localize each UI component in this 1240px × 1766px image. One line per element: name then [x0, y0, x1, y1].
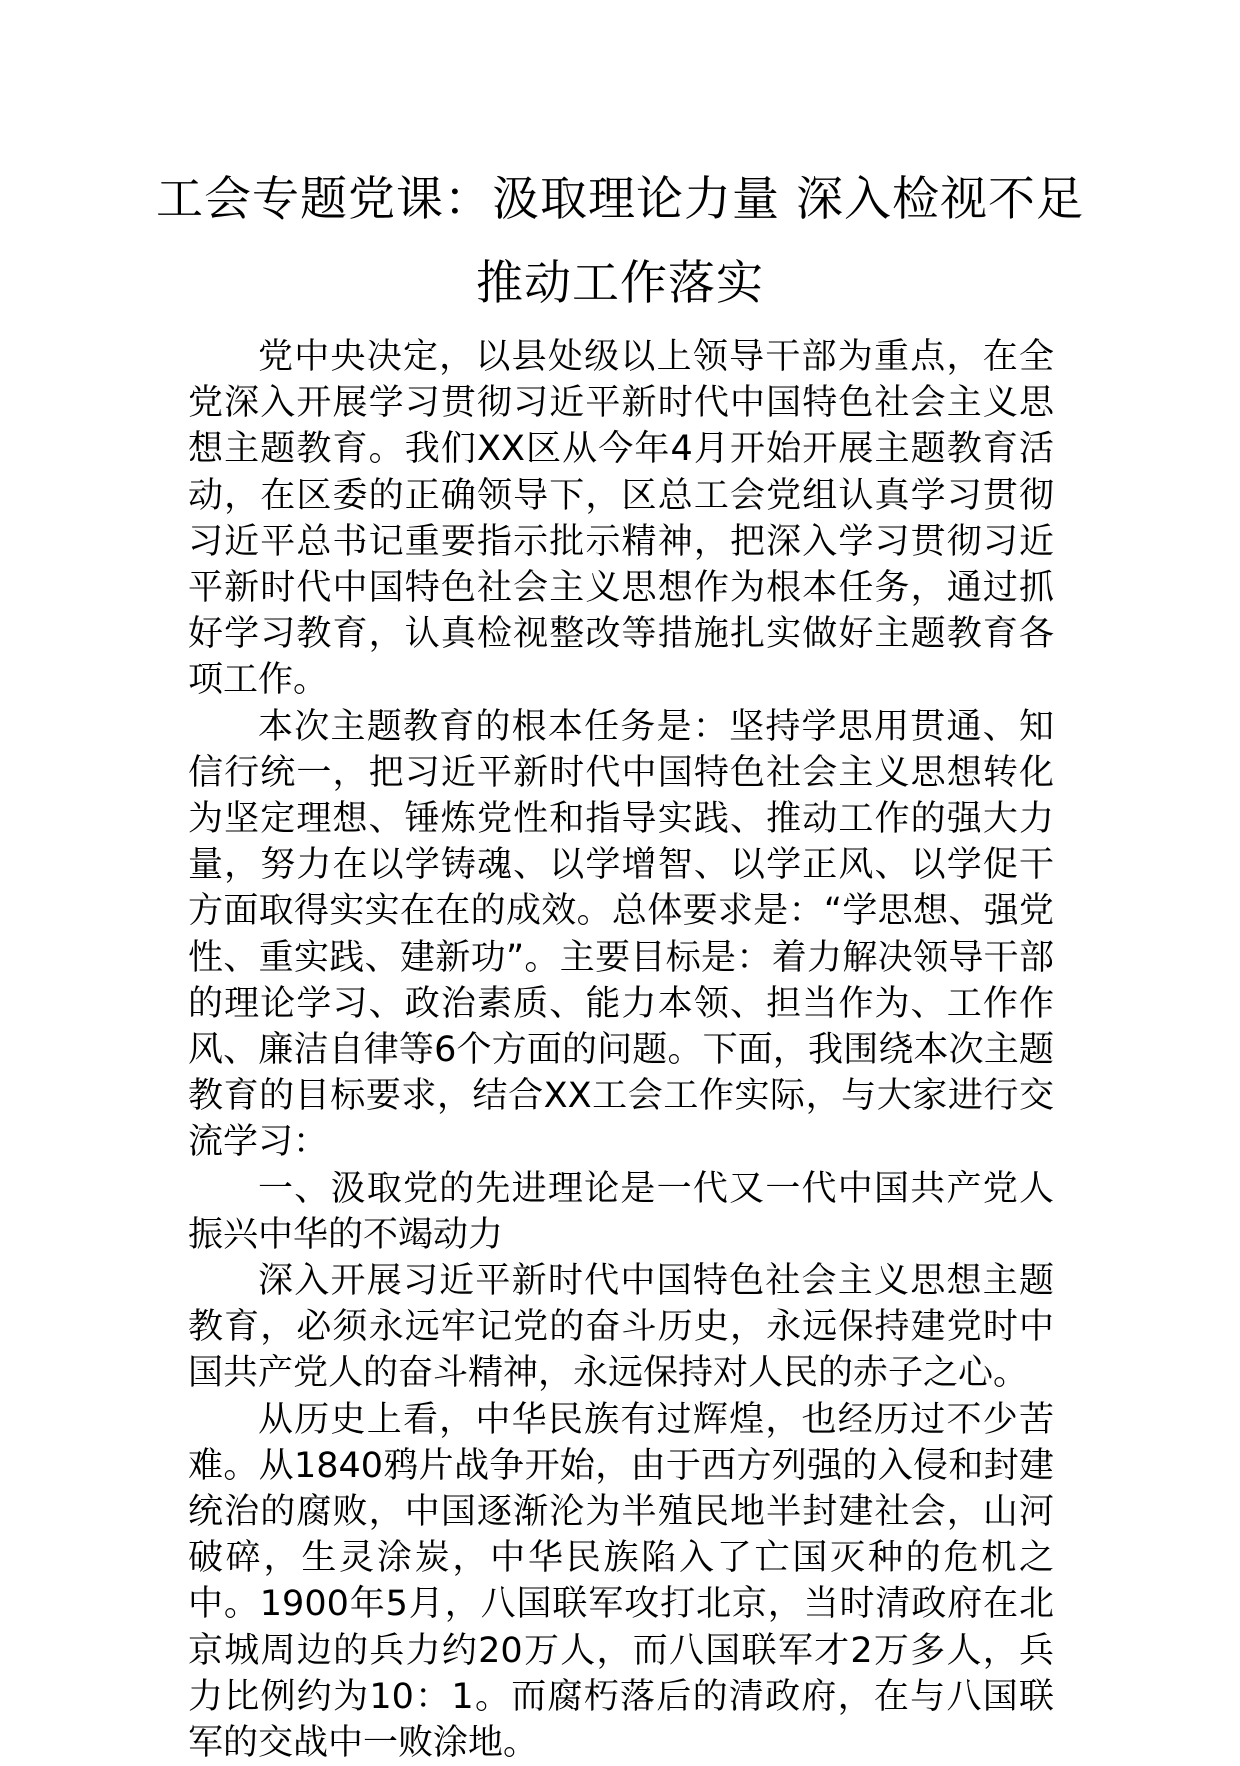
- paragraph-history: 从历史上看，中华民族有过辉煌，也经历过不少苦难。从1840鸦片战争开始，由于西方列强的入侵和封建统治的腐败，中国逐渐沦为半殖民地半封建社会，山河破碎，生灵涂炭，中华民族陷入了亡国灭种的危机之中。1900年5月，八国联军攻打北京，当时清政府在北京城周边的兵力约20万人，而八国联军才2万多人，兵力比例约为10：1。而腐朽落后的清政府，在与八国联军的交战中一败涂地。: [188, 1399, 1054, 1764]
- paragraph-task: 本次主题教育的根本任务是：坚持学思用贯通、知信行统一，把习近平新时代中国特色社会主义思想转化为坚定理想、锤炼党性和指导实践、推动工作的强大力量，努力在以学铸魂、以学增智、以学正风、以学促干方面取得实实在在的成效。总体要求是：“学思想、强党性、重实践、建新功”。主要目标是：着力解决领导干部的理论学习、政治素质、能力本领、担当作为、工作作风、廉洁自律等6个方面的问题。下面，我围绕本次主题教育的目标要求，结合XX工会工作实际，与大家进行交流学习：: [188, 706, 1054, 1163]
- document-body: [188, 334, 1054, 1766]
- paragraph-intro: 党中央决定，以县处级以上领导干部为重点，在全党深入开展学习贯彻习近平新时代中国特色社会主义思想主题教育。我们XX区从今年4月开始开展主题教育活动，在区委的正确领导下，区总工会党组认真学习贯彻习近平总书记重要指示批示精神，把深入学习贯彻习近平新时代中国特色社会主义思想作为根本任务，通过抓好学习教育，认真检视整改等措施扎实做好主题教育各项工作。: [188, 337, 1054, 701]
- section-heading-1: 一、汲取党的先进理论是一代又一代中国共产党人振兴中华的不竭动力: [188, 1168, 1054, 1255]
- document-title: 工会专题党课：汲取理论力量 深入检视不足 推动工作落实: [156, 172, 1084, 311]
- paragraph-history-intro: 深入开展习近平新时代中国特色社会主义思想主题教育，必须永远牢记党的奋斗历史，永远保持建党时中国共产党人的奋斗精神，永远保持对人民的赤子之心。: [188, 1261, 1054, 1394]
